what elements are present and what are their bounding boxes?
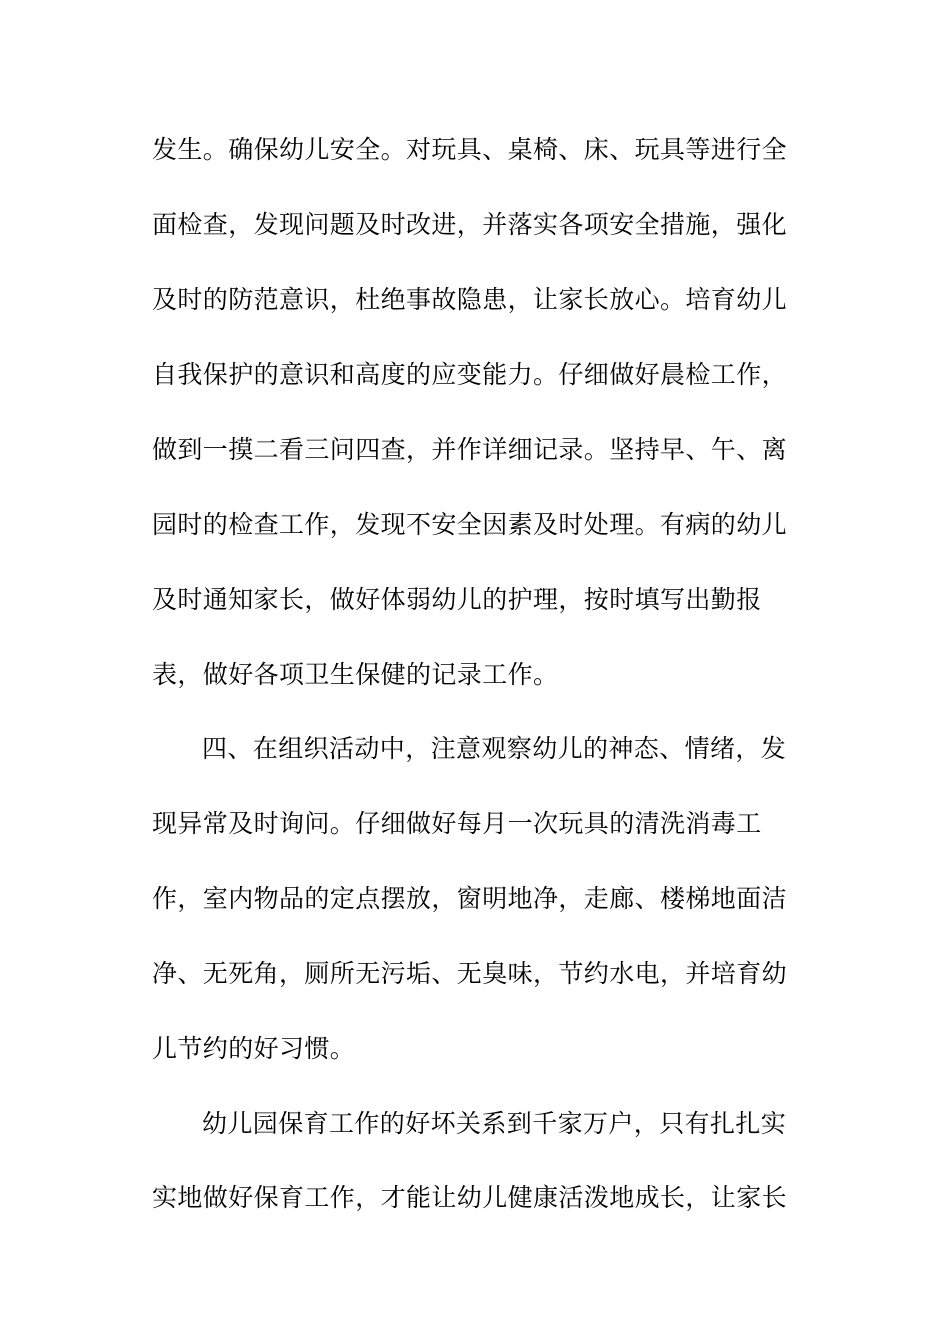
text-line: 做到一摸二看三问四查，并作详细记录。坚持早、午、离	[152, 435, 788, 464]
text-line: 发生。确保幼儿安全。对玩具、桌椅、床、玩具等进行全	[152, 135, 788, 164]
text-line: 表，做好各项卫生保健的记录工作。	[152, 660, 559, 689]
text-line: 园时的检查工作，发现不安全因素及时处理。有病的幼儿	[152, 510, 788, 539]
text-line: 及时的防范意识，杜绝事故隐患，让家长放心。培育幼儿	[152, 285, 788, 314]
text-line: 作，室内物品的定点摆放，窗明地净，走廊、楼梯地面洁	[152, 884, 788, 913]
text-line: 现异常及时询问。仔细做好每月一次玩具的清洗消毒工	[152, 809, 762, 838]
paragraph-start-line: 幼儿园保育工作的好坏关系到千家万户，只有扎扎实	[202, 1109, 787, 1138]
text-line: 儿节约的好习惯。	[152, 1034, 356, 1063]
text-line: 及时通知家长，做好体弱幼儿的护理，按时填写出勤报	[152, 585, 762, 614]
paragraph-start-line: 四、在组织活动中，注意观察幼儿的神态、情绪，发	[202, 734, 787, 763]
text-line: 实地做好保育工作，才能让幼儿健康活泼地成长，让家长	[152, 1183, 788, 1212]
text-line: 净、无死角，厕所无污垢、无臭味，节约水电，并培育幼	[152, 959, 788, 988]
text-line: 面检查，发现问题及时改进，并落实各项安全措施，强化	[152, 210, 788, 239]
text-line: 自我保护的意识和高度的应变能力。仔细做好晨检工作，	[152, 360, 788, 389]
